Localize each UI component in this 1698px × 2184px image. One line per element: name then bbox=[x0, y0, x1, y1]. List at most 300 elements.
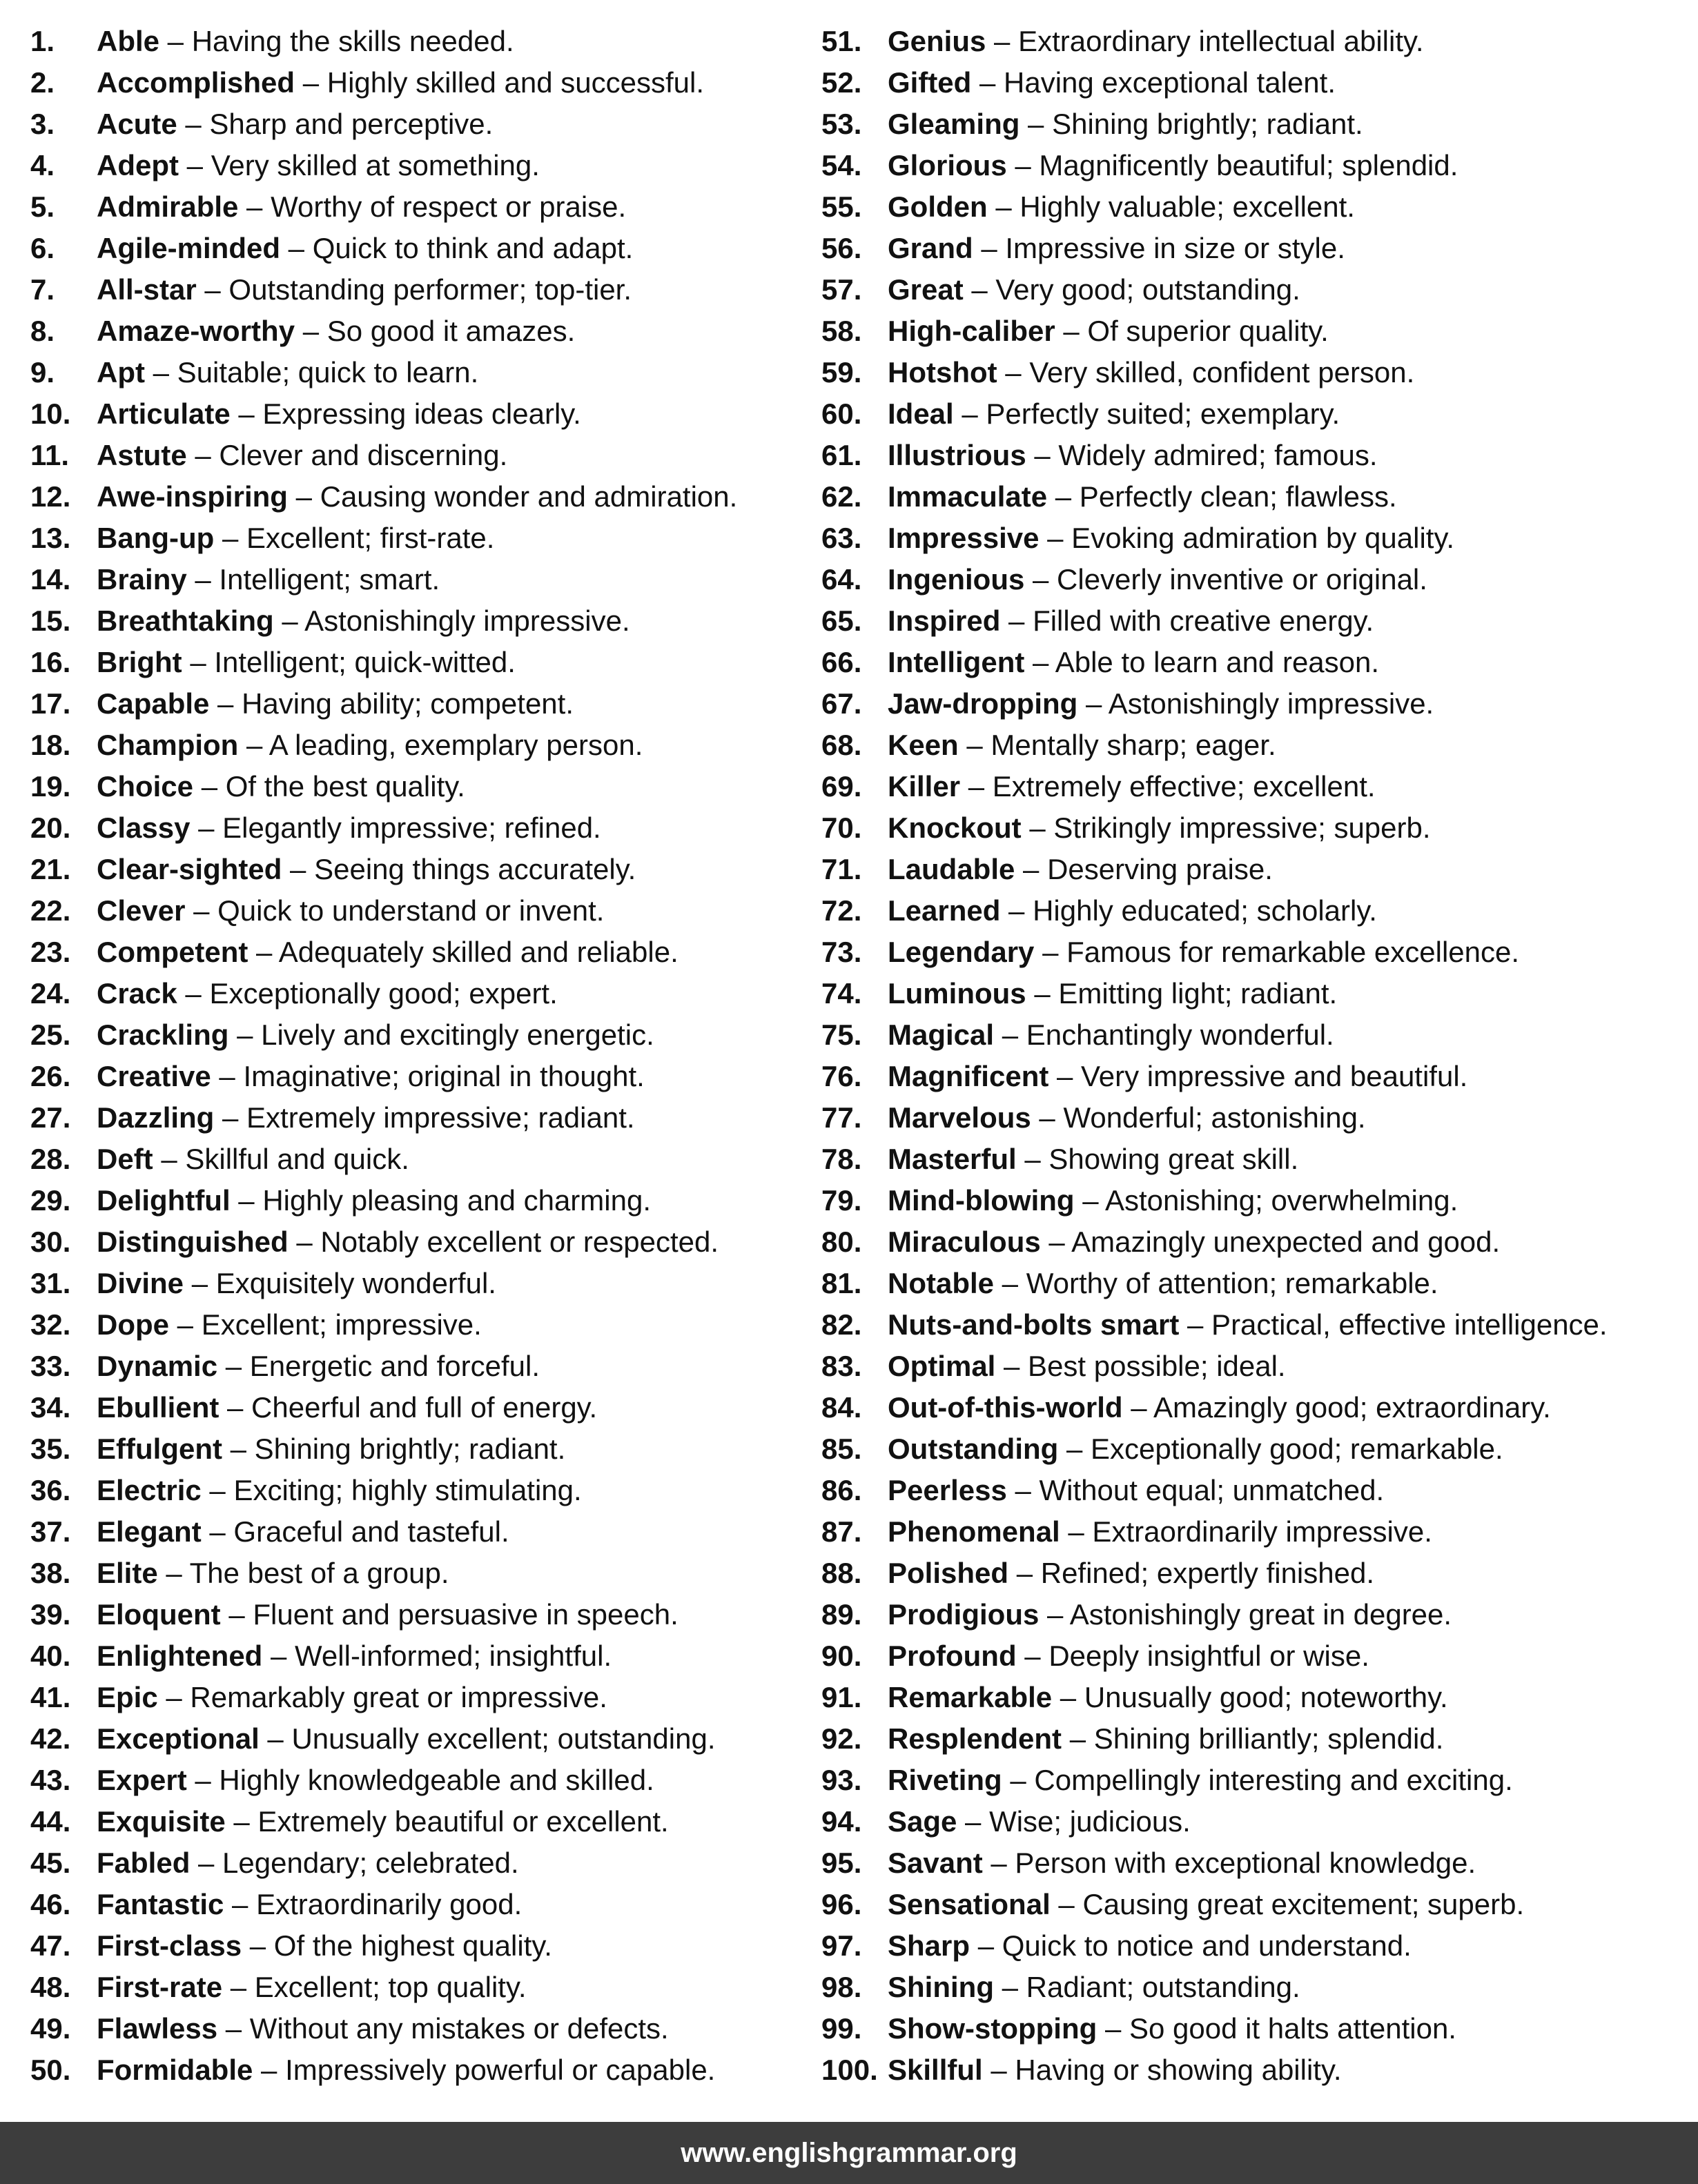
item-number: 53. bbox=[821, 108, 862, 140]
item-word: Optimal bbox=[888, 1350, 996, 1382]
item-definition: – Shining brightly; radiant. bbox=[1019, 108, 1363, 140]
list-item bbox=[30, 21, 803, 62]
list-item bbox=[30, 1139, 803, 1180]
item-number: 14. bbox=[30, 563, 71, 596]
item-word: Prodigious bbox=[888, 1598, 1040, 1631]
item-number: 72. bbox=[821, 894, 862, 927]
item-word: Glorious bbox=[888, 149, 1007, 181]
list-item bbox=[30, 2049, 803, 2091]
item-word: Deft bbox=[97, 1143, 153, 1175]
item-definition: – Wise; judicious. bbox=[957, 1805, 1191, 1838]
item-definition: – Astonishingly great in degree. bbox=[1039, 1598, 1452, 1631]
item-word: Laudable bbox=[888, 853, 1015, 885]
item-number: 50. bbox=[30, 2054, 71, 2086]
item-word: Notable bbox=[888, 1267, 995, 1299]
item-definition: – Strikingly impressive; superb. bbox=[1021, 811, 1431, 844]
item-word: Profound bbox=[888, 1640, 1017, 1672]
list-item bbox=[821, 476, 1691, 518]
item-definition: – Deeply insightful or wise. bbox=[1016, 1640, 1369, 1672]
item-word: Outstanding bbox=[888, 1433, 1059, 1465]
item-definition: – Extraordinarily good. bbox=[224, 1888, 523, 1920]
item-definition: – Extremely beautiful or excellent. bbox=[225, 1805, 669, 1838]
item-number: 100. bbox=[821, 2054, 878, 2086]
item-definition: – Refined; expertly finished. bbox=[1008, 1557, 1375, 1589]
item-word: Clear-sighted bbox=[97, 853, 282, 885]
item-number: 7. bbox=[30, 273, 55, 306]
item-word: Champion bbox=[97, 729, 239, 761]
item-number: 20. bbox=[30, 811, 71, 844]
item-number: 12. bbox=[30, 480, 71, 513]
item-definition: – Able to learn and reason. bbox=[1024, 646, 1380, 678]
list-item bbox=[821, 1346, 1691, 1387]
item-word: Great bbox=[888, 273, 964, 306]
item-definition: – Enchantingly wonderful. bbox=[994, 1019, 1334, 1051]
item-word: Clever bbox=[97, 894, 186, 927]
item-number: 52. bbox=[821, 66, 862, 99]
item-definition: – Cleverly inventive or original. bbox=[1024, 563, 1427, 596]
item-number: 76. bbox=[821, 1060, 862, 1092]
list-item bbox=[821, 145, 1691, 186]
item-definition: – Filled with creative energy. bbox=[1000, 604, 1374, 637]
item-definition: – Magnificently beautiful; splendid. bbox=[1006, 149, 1458, 181]
list-item bbox=[821, 104, 1691, 145]
item-number: 18. bbox=[30, 729, 71, 761]
item-word: Inspired bbox=[888, 604, 1001, 637]
item-word: Competent bbox=[97, 936, 248, 968]
list-item bbox=[30, 807, 803, 849]
list-item bbox=[821, 1801, 1691, 1842]
item-number: 94. bbox=[821, 1805, 862, 1838]
item-number: 81. bbox=[821, 1267, 862, 1299]
item-definition: – Astonishingly impressive. bbox=[1077, 687, 1434, 720]
item-definition: – Practical, effective intelligence. bbox=[1179, 1308, 1608, 1341]
item-definition: – Intelligent; smart. bbox=[186, 563, 440, 596]
item-definition: – Excellent; top quality. bbox=[222, 1971, 527, 2003]
item-word: Acute bbox=[97, 108, 177, 140]
item-number: 91. bbox=[821, 1681, 862, 1713]
list-item bbox=[30, 683, 803, 725]
item-definition: – Without equal; unmatched. bbox=[1006, 1474, 1385, 1506]
item-number: 57. bbox=[821, 273, 862, 306]
item-word: Killer bbox=[888, 770, 961, 803]
list-item bbox=[30, 890, 803, 932]
item-definition: – Of the best quality. bbox=[193, 770, 465, 803]
item-number: 88. bbox=[821, 1557, 862, 1589]
item-definition: – The best of a group. bbox=[157, 1557, 449, 1589]
item-definition: – Extremely effective; excellent. bbox=[960, 770, 1376, 803]
list-item bbox=[821, 2008, 1691, 2049]
list-item bbox=[30, 393, 803, 435]
item-number: 58. bbox=[821, 315, 862, 347]
item-word: Brainy bbox=[97, 563, 187, 596]
list-item bbox=[821, 932, 1691, 973]
item-definition: – Very impressive and beautiful. bbox=[1048, 1060, 1468, 1092]
item-definition: – Well-informed; insightful. bbox=[262, 1640, 612, 1672]
item-word: Elegant bbox=[97, 1515, 202, 1548]
item-number: 96. bbox=[821, 1888, 862, 1920]
list-item bbox=[821, 1304, 1691, 1346]
item-word: Bang-up bbox=[97, 522, 215, 554]
item-number: 26. bbox=[30, 1060, 71, 1092]
item-number: 75. bbox=[821, 1019, 862, 1051]
item-word: Classy bbox=[97, 811, 191, 844]
item-definition: – Very good; outstanding. bbox=[963, 273, 1300, 306]
list-item bbox=[821, 435, 1691, 476]
item-number: 85. bbox=[821, 1433, 862, 1465]
item-definition: – Highly educated; scholarly. bbox=[1000, 894, 1377, 927]
item-word: Enlightened bbox=[97, 1640, 263, 1672]
item-word: Illustrious bbox=[888, 439, 1026, 471]
list-item bbox=[821, 393, 1691, 435]
item-number: 74. bbox=[821, 977, 862, 1010]
footer-website[interactable]: www.englishgrammar.org bbox=[681, 2138, 1017, 2168]
item-definition: – Causing wonder and admiration. bbox=[287, 480, 738, 513]
item-word: Phenomenal bbox=[888, 1515, 1060, 1548]
item-word: Dynamic bbox=[97, 1350, 218, 1382]
item-word: Fabled bbox=[97, 1847, 191, 1879]
item-number: 68. bbox=[821, 729, 862, 761]
list-item bbox=[30, 559, 803, 600]
list-item bbox=[821, 518, 1691, 559]
item-definition: – Very skilled at something. bbox=[179, 149, 540, 181]
item-number: 15. bbox=[30, 604, 71, 637]
list-item bbox=[821, 1760, 1691, 1801]
item-number: 36. bbox=[30, 1474, 71, 1506]
list-item bbox=[30, 1511, 803, 1553]
item-definition: – Intelligent; quick-witted. bbox=[182, 646, 516, 678]
left-column bbox=[30, 21, 803, 2091]
item-word: Eloquent bbox=[97, 1598, 221, 1631]
list-item bbox=[30, 228, 803, 269]
list-item bbox=[30, 186, 803, 228]
item-number: 33. bbox=[30, 1350, 71, 1382]
item-word: Distinguished bbox=[97, 1226, 289, 1258]
item-definition: – Wonderful; astonishing. bbox=[1031, 1101, 1366, 1134]
item-number: 60. bbox=[821, 397, 862, 430]
item-word: Keen bbox=[888, 729, 959, 761]
list-item bbox=[30, 1428, 803, 1470]
item-number: 17. bbox=[30, 687, 71, 720]
item-definition: – Outstanding performer; top-tier. bbox=[196, 273, 632, 306]
item-number: 87. bbox=[821, 1515, 862, 1548]
list-item bbox=[30, 1760, 803, 1801]
item-word: High-caliber bbox=[888, 315, 1055, 347]
item-number: 16. bbox=[30, 646, 71, 678]
list-item bbox=[821, 1925, 1691, 1967]
item-number: 43. bbox=[30, 1764, 71, 1796]
list-item bbox=[821, 683, 1691, 725]
item-word: Divine bbox=[97, 1267, 184, 1299]
item-word: Luminous bbox=[888, 977, 1026, 1010]
item-definition: – Mentally sharp; eager. bbox=[958, 729, 1276, 761]
item-word: Gifted bbox=[888, 66, 972, 99]
list-item bbox=[30, 1387, 803, 1428]
list-item bbox=[30, 849, 803, 890]
item-definition: – Of the highest quality. bbox=[242, 1929, 552, 1962]
item-definition: – Astonishingly impressive. bbox=[273, 604, 630, 637]
list-item bbox=[821, 228, 1691, 269]
item-number: 27. bbox=[30, 1101, 71, 1134]
item-word: Dope bbox=[97, 1308, 169, 1341]
item-word: Impressive bbox=[888, 522, 1040, 554]
item-word: Shining bbox=[888, 1971, 994, 2003]
item-number: 51. bbox=[821, 25, 862, 57]
item-number: 49. bbox=[30, 2012, 71, 2045]
item-word: Exquisite bbox=[97, 1805, 226, 1838]
item-word: Formidable bbox=[97, 2054, 253, 2086]
item-word: Articulate bbox=[97, 397, 231, 430]
item-definition: – Suitable; quick to learn. bbox=[144, 356, 479, 388]
list-item bbox=[821, 1718, 1691, 1760]
item-number: 48. bbox=[30, 1971, 71, 2003]
item-number: 39. bbox=[30, 1598, 71, 1631]
item-word: Breathtaking bbox=[97, 604, 274, 637]
item-definition: – Energetic and forceful. bbox=[217, 1350, 540, 1382]
item-word: Peerless bbox=[888, 1474, 1007, 1506]
item-word: Miraculous bbox=[888, 1226, 1041, 1258]
list-item bbox=[30, 1263, 803, 1304]
item-word: Magical bbox=[888, 1019, 995, 1051]
item-number: 3. bbox=[30, 108, 55, 140]
item-definition: – Elegantly impressive; refined. bbox=[190, 811, 601, 844]
list-item bbox=[821, 642, 1691, 683]
item-word: Remarkable bbox=[888, 1681, 1053, 1713]
item-definition: – Without any mistakes or defects. bbox=[217, 2012, 669, 2045]
item-number: 9. bbox=[30, 356, 55, 388]
item-definition: – Impressively powerful or capable. bbox=[253, 2054, 716, 2086]
list-item bbox=[30, 1884, 803, 1925]
item-definition: – Highly pleasing and charming. bbox=[230, 1184, 651, 1217]
item-definition: – Unusually good; noteworthy. bbox=[1052, 1681, 1448, 1713]
list-item bbox=[821, 1635, 1691, 1677]
item-definition: – Worthy of respect or praise. bbox=[238, 190, 627, 223]
item-definition: – Evoking admiration by quality. bbox=[1039, 522, 1455, 554]
item-number: 45. bbox=[30, 1847, 71, 1879]
item-word: Masterful bbox=[888, 1143, 1017, 1175]
item-number: 23. bbox=[30, 936, 71, 968]
footer-bar bbox=[0, 2122, 1698, 2184]
item-definition: – Compellingly interesting and exciting. bbox=[1002, 1764, 1513, 1796]
item-number: 8. bbox=[30, 315, 55, 347]
item-word: Fantastic bbox=[97, 1888, 224, 1920]
list-item bbox=[821, 807, 1691, 849]
item-word: All-star bbox=[97, 273, 197, 306]
list-item bbox=[30, 145, 803, 186]
item-word: Capable bbox=[97, 687, 210, 720]
list-item bbox=[821, 1387, 1691, 1428]
item-word: Exceptional bbox=[97, 1722, 260, 1755]
item-word: Ebullient bbox=[97, 1391, 219, 1424]
item-definition: – Extremely impressive; radiant. bbox=[214, 1101, 635, 1134]
item-definition: – Unusually excellent; outstanding. bbox=[259, 1722, 716, 1755]
item-word: Apt bbox=[97, 356, 145, 388]
item-word: Crackling bbox=[97, 1019, 229, 1051]
item-definition: – Best possible; ideal. bbox=[995, 1350, 1286, 1382]
item-number: 64. bbox=[821, 563, 862, 596]
list-item bbox=[30, 642, 803, 683]
list-item bbox=[30, 725, 803, 766]
item-word: Admirable bbox=[97, 190, 239, 223]
item-definition: – Person with exceptional knowledge. bbox=[982, 1847, 1476, 1879]
list-item bbox=[821, 352, 1691, 393]
item-definition: – Excellent; impressive. bbox=[169, 1308, 482, 1341]
item-number: 56. bbox=[821, 232, 862, 264]
item-word: Ingenious bbox=[888, 563, 1025, 596]
list-item bbox=[821, 311, 1691, 352]
item-word: Sharp bbox=[888, 1929, 970, 1962]
list-item bbox=[821, 1470, 1691, 1511]
item-number: 66. bbox=[821, 646, 862, 678]
item-definition: – Expressing ideas clearly. bbox=[230, 397, 581, 430]
list-item bbox=[30, 269, 803, 311]
list-item bbox=[30, 104, 803, 145]
item-word: Genius bbox=[888, 25, 986, 57]
list-item bbox=[821, 1511, 1691, 1553]
item-number: 86. bbox=[821, 1474, 862, 1506]
item-definition: – Perfectly clean; flawless. bbox=[1047, 480, 1397, 513]
item-definition: – Causing great excitement; superb. bbox=[1050, 1888, 1525, 1920]
item-number: 78. bbox=[821, 1143, 862, 1175]
item-number: 22. bbox=[30, 894, 71, 927]
item-word: Effulgent bbox=[97, 1433, 222, 1465]
item-definition: – Impressive in size or style. bbox=[973, 232, 1345, 264]
list-item bbox=[821, 1842, 1691, 1884]
list-item bbox=[821, 1056, 1691, 1097]
item-number: 73. bbox=[821, 936, 862, 968]
item-word: Hotshot bbox=[888, 356, 997, 388]
item-number: 54. bbox=[821, 149, 862, 181]
item-word: Grand bbox=[888, 232, 973, 264]
item-word: Mind-blowing bbox=[888, 1184, 1075, 1217]
item-definition: – Having ability; competent. bbox=[209, 687, 574, 720]
item-number: 62. bbox=[821, 480, 862, 513]
item-definition: – Cheerful and full of energy. bbox=[219, 1391, 598, 1424]
item-word: Flawless bbox=[97, 2012, 218, 2045]
item-number: 69. bbox=[821, 770, 862, 803]
item-definition: – Deserving praise. bbox=[1015, 853, 1273, 885]
list-item bbox=[821, 559, 1691, 600]
item-word: Intelligent bbox=[888, 646, 1025, 678]
list-item bbox=[30, 311, 803, 352]
item-word: Delightful bbox=[97, 1184, 231, 1217]
item-definition: – Having exceptional talent. bbox=[971, 66, 1336, 99]
item-word: Adept bbox=[97, 149, 179, 181]
item-word: Magnificent bbox=[888, 1060, 1049, 1092]
right-column bbox=[821, 21, 1691, 2091]
item-definition: – Imaginative; original in thought. bbox=[211, 1060, 645, 1092]
item-number: 24. bbox=[30, 977, 71, 1010]
list-item bbox=[821, 1967, 1691, 2008]
item-number: 30. bbox=[30, 1226, 71, 1258]
list-item bbox=[821, 62, 1691, 104]
item-number: 37. bbox=[30, 1515, 71, 1548]
list-item bbox=[821, 890, 1691, 932]
item-word: Ideal bbox=[888, 397, 954, 430]
list-item bbox=[30, 1801, 803, 1842]
item-definition: – Amazingly good; extraordinary. bbox=[1122, 1391, 1551, 1424]
list-item bbox=[30, 1635, 803, 1677]
item-word: Skillful bbox=[888, 2054, 983, 2086]
item-number: 61. bbox=[821, 439, 862, 471]
list-item bbox=[821, 1221, 1691, 1263]
item-word: Sage bbox=[888, 1805, 957, 1838]
item-word: Legendary bbox=[888, 936, 1035, 968]
item-number: 83. bbox=[821, 1350, 862, 1382]
item-definition: – Widely admired; famous. bbox=[1026, 439, 1378, 471]
list-item bbox=[30, 1470, 803, 1511]
item-number: 90. bbox=[821, 1640, 862, 1672]
item-definition: – Excellent; first-rate. bbox=[214, 522, 495, 554]
item-definition: – Seeing things accurately. bbox=[282, 853, 636, 885]
item-definition: – Shining brightly; radiant. bbox=[222, 1433, 566, 1465]
list-item bbox=[30, 1842, 803, 1884]
item-word: Choice bbox=[97, 770, 194, 803]
list-item bbox=[30, 352, 803, 393]
item-number: 2. bbox=[30, 66, 55, 99]
item-number: 98. bbox=[821, 1971, 862, 2003]
item-definition: – Astonishing; overwhelming. bbox=[1074, 1184, 1458, 1217]
item-definition: – Adequately skilled and reliable. bbox=[248, 936, 679, 968]
item-definition: – Very skilled, confident person. bbox=[997, 356, 1415, 388]
item-word: Elite bbox=[97, 1557, 158, 1589]
item-word: Out-of-this-world bbox=[888, 1391, 1123, 1424]
item-word: Riveting bbox=[888, 1764, 1002, 1796]
item-word: Knockout bbox=[888, 811, 1022, 844]
item-definition: – Having the skills needed. bbox=[159, 25, 514, 57]
item-number: 10. bbox=[30, 397, 71, 430]
item-definition: – A leading, exemplary person. bbox=[238, 729, 643, 761]
item-definition: – Quick to understand or invent. bbox=[185, 894, 605, 927]
item-number: 65. bbox=[821, 604, 862, 637]
item-word: Jaw-dropping bbox=[888, 687, 1078, 720]
item-definition: – Extraordinarily impressive. bbox=[1060, 1515, 1432, 1548]
item-number: 71. bbox=[821, 853, 862, 885]
item-word: Electric bbox=[97, 1474, 202, 1506]
item-number: 95. bbox=[821, 1847, 862, 1879]
item-number: 25. bbox=[30, 1019, 71, 1051]
item-definition: – Perfectly suited; exemplary. bbox=[953, 397, 1340, 430]
list-item bbox=[30, 1346, 803, 1387]
item-definition: – Notably excellent or respected. bbox=[288, 1226, 719, 1258]
item-number: 1. bbox=[30, 25, 55, 57]
item-definition: – Having or showing ability. bbox=[982, 2054, 1342, 2086]
item-definition: – Radiant; outstanding. bbox=[993, 1971, 1300, 2003]
list-item bbox=[30, 973, 803, 1014]
item-number: 80. bbox=[821, 1226, 862, 1258]
item-word: First-rate bbox=[97, 1971, 223, 2003]
item-number: 32. bbox=[30, 1308, 71, 1341]
item-number: 46. bbox=[30, 1888, 71, 1920]
item-number: 35. bbox=[30, 1433, 71, 1465]
item-word: Resplendent bbox=[888, 1722, 1062, 1755]
item-word: Marvelous bbox=[888, 1101, 1031, 1134]
item-word: Nuts-and-bolts smart bbox=[888, 1308, 1180, 1341]
list-item bbox=[821, 186, 1691, 228]
list-item bbox=[821, 1180, 1691, 1221]
item-number: 70. bbox=[821, 811, 862, 844]
item-definition: – Showing great skill. bbox=[1016, 1143, 1299, 1175]
item-definition: – Graceful and tasteful. bbox=[201, 1515, 509, 1548]
item-number: 93. bbox=[821, 1764, 862, 1796]
list-item bbox=[30, 1221, 803, 1263]
list-item bbox=[30, 1180, 803, 1221]
list-item bbox=[30, 766, 803, 807]
list-item bbox=[821, 1014, 1691, 1056]
list-item bbox=[821, 1677, 1691, 1718]
item-definition: – Sharp and perceptive. bbox=[177, 108, 494, 140]
item-definition: – Clever and discerning. bbox=[186, 439, 508, 471]
list-item bbox=[821, 1139, 1691, 1180]
